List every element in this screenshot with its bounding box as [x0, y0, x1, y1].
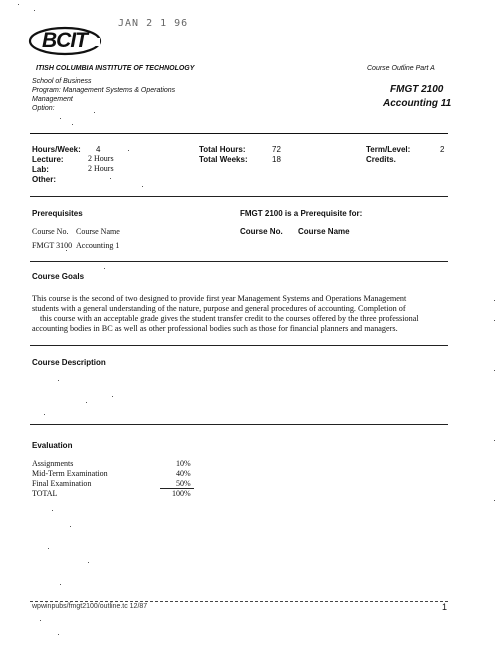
prereq-for-heading: FMGT 2100 is a Prerequisite for: [240, 209, 363, 218]
header-divider [30, 133, 448, 134]
prereq-row-course-no: FMGT 3100 [32, 241, 73, 250]
lab-label: Lab: [32, 165, 49, 174]
evaluation-heading: Evaluation [32, 441, 73, 450]
prereq-divider [30, 261, 448, 262]
evaluation-total-label: TOTAL [32, 489, 58, 498]
course-goals-line: this course with an acceptable grade gives the student transfer credit to the courses offered by the three professional [40, 314, 419, 323]
other-label: Other: [32, 175, 56, 184]
document-type: Course Outline Part A [367, 65, 435, 72]
management-line: Management [32, 96, 73, 103]
course-goals-line: students with a general understanding of the nature, purpose and general procedures of accounting. Completion of [32, 304, 406, 313]
total-hours-value: 72 [272, 145, 281, 154]
description-divider [30, 424, 448, 425]
course-goals-heading: Course Goals [32, 272, 85, 281]
bcit-logo-text: BCIT [42, 29, 87, 52]
option-label: Option: [32, 105, 55, 112]
course-title: Accounting 11 [383, 98, 452, 109]
hours-week-label: Hours/Week: [32, 145, 81, 154]
course-description-heading: Course Description [32, 358, 106, 367]
evaluation-item-label: Final Examination [32, 479, 92, 488]
course-goals-text [32, 294, 456, 334]
goals-divider [30, 345, 448, 346]
prereq-for-col-course-name: Course Name [298, 227, 350, 236]
total-weeks-value: 18 [272, 155, 281, 164]
total-weeks-label: Total Weeks: [199, 155, 248, 164]
program-name: Program: Management Systems & Operations [32, 87, 176, 94]
term-level-value: 2 [440, 145, 445, 154]
evaluation-item-label: Assignments [32, 459, 74, 468]
school-name: School of Business [32, 78, 92, 85]
hours-divider [30, 196, 448, 197]
lecture-value: 2 Hours [88, 154, 114, 163]
prerequisites-heading: Prerequisites [32, 209, 83, 218]
lab-value: 2 Hours [88, 164, 114, 173]
page-number: 1 [442, 602, 448, 612]
prereq-col-course-name: Course Name [76, 227, 120, 236]
course-goals-line: This course is the second of two designed to provide first year Management Systems and Operations Management [32, 294, 407, 303]
course-goals-line: accounting bodies in BC as well as other professional bodies such as those for financial planners and managers. [32, 324, 398, 333]
prereq-col-course-no: Course No. [32, 227, 69, 236]
term-level-label: Term/Level: [366, 145, 411, 154]
credits-label: Credits. [366, 155, 396, 164]
evaluation-total-value: 100% [172, 489, 191, 498]
received-stamp: JAN 2 1 96 [118, 18, 189, 29]
lecture-label: Lecture: [32, 155, 64, 164]
prereq-row-course-name: Accounting 1 [76, 241, 120, 250]
course-code: FMGT 2100 [390, 84, 444, 95]
hours-week-value: 4 [96, 145, 101, 154]
footer-file-path: wpwinpubs/fmgt2100/outline.tc 12/87 [32, 603, 148, 610]
evaluation-item-label: Mid-Term Examination [32, 469, 108, 478]
prereq-for-col-course-no: Course No. [240, 227, 283, 236]
institute-name: ITISH COLUMBIA INSTITUTE OF TECHNOLOGY [36, 65, 195, 72]
total-hours-label: Total Hours: [199, 145, 246, 154]
bcit-logo [28, 20, 106, 58]
footer-divider [30, 601, 448, 602]
evaluation-item-value: 10% [176, 459, 191, 468]
evaluation-item-value: 50% [176, 479, 191, 488]
evaluation-item-value: 40% [176, 469, 191, 478]
